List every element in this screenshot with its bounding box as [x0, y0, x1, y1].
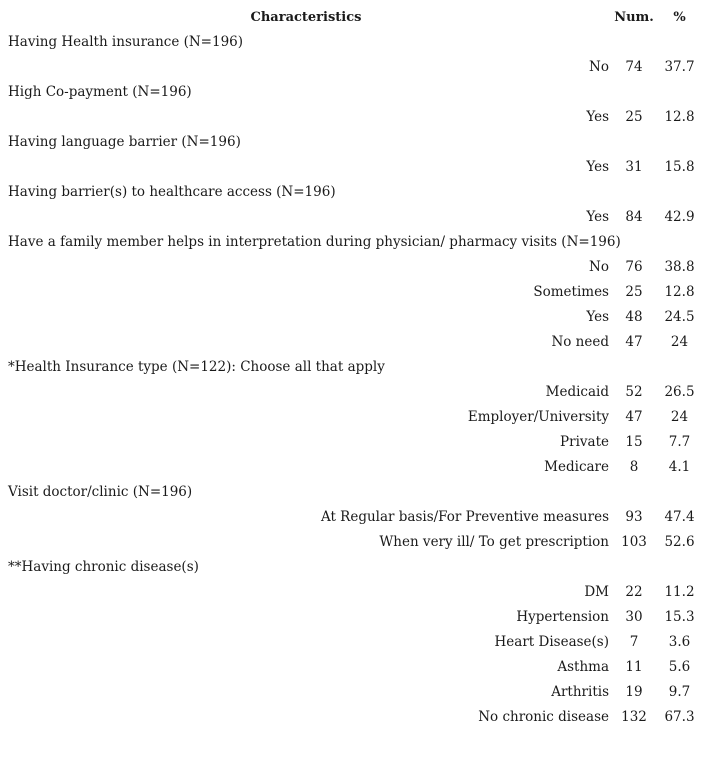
table-row	[0, 205, 703, 230]
row-pct: 12.8	[664, 284, 695, 300]
row-pct: 26.5	[664, 384, 695, 400]
row-pct: 24	[670, 334, 689, 350]
row-pct: 4.1	[668, 459, 691, 475]
row-label: Medicare	[544, 459, 609, 475]
row-label: Hypertension	[516, 609, 609, 625]
row-label: DM	[584, 584, 609, 600]
row-num: 31	[625, 159, 643, 175]
header-num: Num.	[614, 10, 654, 25]
row-label: Arthritis	[551, 684, 609, 700]
section-row	[0, 355, 703, 380]
row-num: 15	[625, 434, 643, 450]
row-pct: 38.8	[664, 259, 695, 275]
row-num: 25	[625, 284, 643, 300]
row-num: 93	[625, 509, 643, 525]
row-pct: 9.7	[668, 684, 691, 700]
row-pct: 12.8	[664, 109, 695, 125]
row-num: 8	[629, 459, 639, 475]
table-row	[0, 605, 703, 630]
section-label: High Co-payment (N=196)	[8, 84, 192, 100]
row-pct: 47.4	[664, 509, 695, 525]
row-pct: 3.6	[668, 634, 691, 650]
row-num: 7	[629, 634, 639, 650]
row-label: No chronic disease	[478, 709, 609, 725]
row-pct: 37.7	[664, 59, 695, 75]
section-label: Have a family member helps in interpretation during physician/ pharmacy visits (N=196)	[8, 234, 621, 250]
row-num: 132	[621, 709, 647, 725]
row-pct: 15.8	[664, 159, 695, 175]
table-body	[0, 30, 703, 730]
row-pct: 5.6	[668, 659, 691, 675]
row-label: No	[589, 259, 609, 275]
table-row	[0, 255, 703, 280]
section-label: Having language barrier (N=196)	[8, 134, 241, 150]
row-label: At Regular basis/For Preventive measures	[320, 509, 609, 525]
row-pct: 7.7	[668, 434, 691, 450]
row-pct: 52.6	[664, 534, 695, 550]
header-row	[0, 5, 703, 30]
row-label: No	[589, 59, 609, 75]
section-label: **Having chronic disease(s)	[8, 559, 199, 575]
row-label: Private	[560, 434, 609, 450]
row-num: 74	[625, 59, 643, 75]
section-row	[0, 555, 703, 580]
section-label: *Health Insurance type (N=122): Choose all that apply	[8, 359, 385, 375]
row-pct: 42.9	[664, 209, 695, 225]
row-num: 76	[625, 259, 643, 275]
section-label: Visit doctor/clinic (N=196)	[8, 484, 193, 500]
row-pct: 15.3	[664, 609, 695, 625]
table-row	[0, 680, 703, 705]
table-row	[0, 305, 703, 330]
row-num: 22	[625, 584, 643, 600]
header-pct: %	[673, 10, 686, 25]
table-row	[0, 105, 703, 130]
row-num: 84	[625, 209, 643, 225]
row-num: 30	[625, 609, 643, 625]
row-num: 25	[625, 109, 643, 125]
row-num: 47	[625, 409, 643, 425]
table-row	[0, 630, 703, 655]
section-label: Having barrier(s) to healthcare access (N=196)	[8, 184, 336, 200]
table-row	[0, 530, 703, 555]
table-row	[0, 55, 703, 80]
row-num: 11	[625, 659, 643, 675]
row-label: Yes	[586, 159, 609, 175]
row-num: 103	[621, 534, 647, 550]
row-pct: 67.3	[664, 709, 695, 725]
row-pct: 11.2	[664, 584, 695, 600]
section-row	[0, 480, 703, 505]
row-label: Yes	[586, 309, 609, 325]
table-row	[0, 505, 703, 530]
table-row	[0, 655, 703, 680]
row-label: Medicaid	[545, 384, 609, 400]
table-row	[0, 405, 703, 430]
section-row	[0, 230, 703, 255]
row-num: 48	[625, 309, 643, 325]
table-row	[0, 380, 703, 405]
header-characteristics: Characteristics	[250, 10, 362, 25]
row-num: 52	[625, 384, 643, 400]
row-pct: 24	[670, 409, 689, 425]
row-label: Yes	[586, 109, 609, 125]
table-row	[0, 280, 703, 305]
row-label: No need	[551, 334, 609, 350]
row-label: Heart Disease(s)	[494, 634, 609, 650]
table-row	[0, 705, 703, 730]
table-row	[0, 330, 703, 355]
section-row	[0, 180, 703, 205]
section-row	[0, 130, 703, 155]
section-row	[0, 80, 703, 105]
row-num: 47	[625, 334, 643, 350]
table-row	[0, 155, 703, 180]
table-row	[0, 430, 703, 455]
characteristics-table	[0, 5, 703, 730]
row-label: When very ill/ To get prescription	[379, 534, 609, 550]
row-pct: 24.5	[664, 309, 695, 325]
table-row	[0, 580, 703, 605]
row-label: Asthma	[557, 659, 609, 675]
section-row	[0, 30, 703, 55]
row-label: Employer/University	[467, 409, 609, 425]
row-num: 19	[625, 684, 643, 700]
row-label: Yes	[586, 209, 609, 225]
row-label: Sometimes	[533, 284, 609, 300]
section-label: Having Health insurance (N=196)	[8, 34, 244, 50]
table-row	[0, 455, 703, 480]
